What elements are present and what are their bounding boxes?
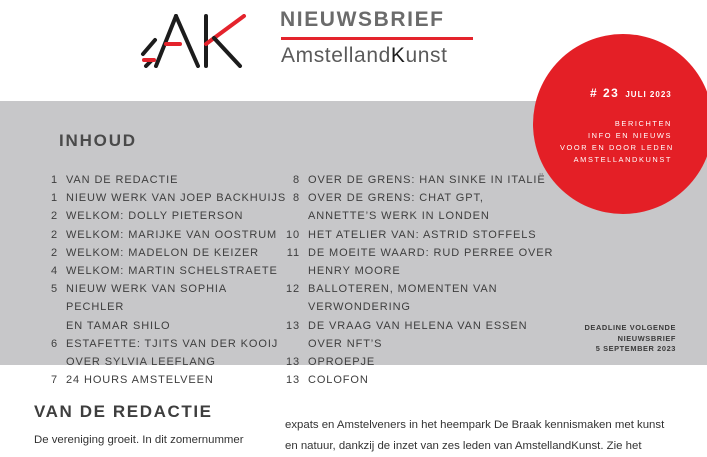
toc-title: OVER DE GRENS: CHAT GPT, ANNETTE’S WERK IN LONDEN (308, 192, 490, 223)
toc-page: 1 (50, 174, 58, 186)
article-text-left: De vereniging groeit. In dit zomernummer (34, 434, 244, 446)
toc-title: WELKOM: DOLLY PIETERSON (66, 210, 244, 223)
deadline-date: 5 SEPTEMBER 2023 (595, 344, 676, 353)
toc-page: 13 (285, 356, 300, 369)
org-name-k: K (390, 44, 406, 67)
toc-item[interactable] (38, 189, 288, 207)
newsletter-title: NIEUWSBRIEF (280, 8, 445, 31)
amstellandkunst-logo (140, 14, 258, 68)
toc-title: OPROEPJE (308, 356, 376, 369)
org-name-part: unst (405, 44, 448, 67)
toc-title: BALLOTEREN, MOMENTEN VAN VERWONDERING (308, 283, 498, 314)
toc-page: 7 (50, 374, 58, 387)
toc-item[interactable] (284, 280, 584, 316)
badge-tagline (560, 118, 672, 166)
toc-item[interactable] (38, 371, 288, 389)
toc-page: 8 (292, 174, 300, 186)
tagline-line: INFO EN NIEUWS (588, 131, 672, 140)
issue-date: JULI 2023 (625, 90, 672, 99)
toc-item[interactable] (38, 335, 288, 371)
toc-page: 13 (285, 374, 300, 387)
toc-page: 2 (50, 246, 58, 259)
contents-list-right (284, 171, 584, 389)
toc-item[interactable] (284, 226, 584, 244)
organization-name (281, 44, 448, 68)
article-title: VAN DE REDACTIE (34, 402, 213, 421)
toc-title: COLOFON (308, 374, 369, 387)
logo-k-icon (206, 16, 244, 66)
toc-item[interactable] (38, 226, 288, 244)
title-divider (281, 37, 473, 40)
toc-page: 6 (50, 337, 58, 350)
toc-title: HET ATELIER VAN: ASTRID STOFFELS (308, 228, 537, 241)
toc-page: 11 (286, 246, 300, 259)
toc-page: 2 (50, 210, 58, 223)
toc-page: 1 (50, 192, 58, 205)
toc-title: ESTAFETTE: TJITS VAN DER KOOIJ OVER SYLVIA LEEFLANG (66, 337, 279, 369)
contents-heading: INHOUD (59, 131, 137, 150)
toc-title: WELKOM: MARIJKE VAN OOSTRUM (66, 228, 278, 241)
toc-page: 2 (50, 228, 58, 241)
toc-item[interactable] (284, 353, 584, 371)
toc-title: WELKOM: MADELON DE KEIZER (66, 246, 260, 259)
article-line: en natuur, dankzij de inzet van zes leden van AmstellandKunst. Zie het (285, 440, 642, 452)
toc-item[interactable] (38, 171, 288, 189)
toc-page: 13 (285, 319, 300, 332)
toc-item[interactable] (284, 189, 584, 225)
toc-title: WELKOM: MARTIN SCHELSTRAETE (66, 265, 278, 278)
tagline-line: BERICHTEN (614, 119, 672, 128)
toc-item[interactable] (38, 207, 288, 225)
org-name-part: Amstelland (281, 44, 391, 67)
toc-page: 5 (50, 283, 58, 296)
toc-item[interactable] (38, 244, 288, 262)
article-text-right (285, 415, 685, 457)
toc-page: 4 (50, 265, 58, 278)
toc-item[interactable] (284, 371, 584, 389)
toc-title: DE VRAAG VAN HELENA VAN ESSEN OVER NFT’S (308, 319, 528, 350)
toc-page: 8 (292, 192, 300, 205)
toc-title: NIEUW WERK VAN SOPHIA PECHLER EN TAMAR SHILO (66, 283, 227, 332)
issue-info (590, 84, 672, 102)
toc-item[interactable] (284, 244, 584, 280)
toc-item[interactable] (284, 317, 584, 353)
issue-number: # 23 (590, 86, 620, 100)
toc-title: 24 HOURS AMSTELVEEN (66, 374, 214, 387)
deadline-line: NIEUWSBRIEF (617, 333, 676, 343)
deadline-note (560, 323, 676, 355)
toc-title: NIEUW WERK VAN JOEP BACKHUIJS (66, 192, 287, 205)
toc-page: 12 (285, 283, 300, 296)
toc-item[interactable] (38, 262, 288, 280)
logo-a-icon (143, 16, 198, 66)
contents-list-left (38, 171, 288, 389)
toc-title: VAN DE REDACTIE (66, 174, 179, 186)
toc-page: 10 (285, 228, 300, 241)
toc-title: OVER DE GRENS: HAN SINKE IN ITALIË (308, 174, 546, 186)
toc-item[interactable] (38, 280, 288, 335)
toc-item[interactable] (284, 171, 584, 189)
toc-title: DE MOEITE WAARD: RUD PERREE OVER HENRY MOORE (308, 246, 554, 278)
tagline-line: VOOR EN DOOR LEDEN (560, 143, 674, 152)
tagline-line: AMSTELLANDKUNST (573, 155, 672, 164)
article-line: expats en Amstelveners in het heempark De Braak kennismaken met kunst (285, 419, 665, 431)
deadline-line: DEADLINE VOLGENDE (584, 323, 676, 332)
